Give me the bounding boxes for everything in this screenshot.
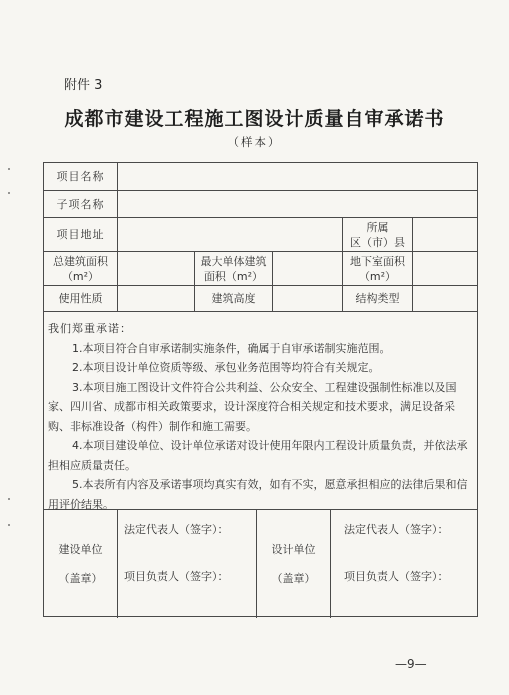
document-title: 成都市建设工程施工图设计质量自审承诺书	[64, 108, 445, 130]
project-address-field[interactable]	[118, 218, 342, 251]
basement-area-field[interactable]	[413, 252, 477, 285]
building-height-label: 建筑高度	[211, 292, 256, 305]
max-single-area-field[interactable]	[273, 252, 342, 285]
basement-area-label-line2: （m²）	[358, 269, 397, 283]
annex-label: 附件 3	[64, 78, 103, 93]
designer-unit-label: 设计单位	[271, 543, 316, 556]
district-label-line2: 区（市）县	[350, 235, 405, 249]
pledge-intro: 我们郑重承诺：	[48, 322, 132, 335]
max-single-area-label-line1: 最大单体建筑	[200, 254, 267, 268]
pledge-item-2: 2.本项目设计单位资质等级、承包业务范围等均符合有关规定。	[72, 361, 380, 374]
document-subtitle: （样本）	[227, 135, 282, 149]
designer-seal-label: （盖章）	[271, 572, 316, 585]
structure-type-field[interactable]	[413, 286, 477, 311]
margin-dot	[8, 524, 10, 526]
project-address-label: 项目地址	[56, 228, 105, 241]
pledge-item-3: 3.本项目施工图设计文件符合公共利益、公众安全、工程建设强制性标准以及国家、四川省、成都市相关政策要求，设计深度符合相关规定和技术要求，满足设备采购、非标准设备（构件）制作和施工需要。	[48, 380, 457, 433]
builder-unit-label: 建设单位	[58, 543, 103, 556]
designer-project-lead-signature[interactable]: 项目负责人（签字）：	[344, 570, 449, 583]
sub-project-name-field[interactable]	[118, 191, 477, 217]
total-area-label-line2: （m²）	[61, 269, 100, 283]
project-name-label: 项目名称	[56, 170, 105, 183]
sub-project-name-label: 子项名称	[56, 197, 105, 211]
pledge-item-1: 1.本项目符合自审承诺制实施条件，确属于自审承诺制实施范围。	[72, 341, 391, 355]
district-label	[343, 218, 412, 251]
row-rule	[44, 311, 477, 312]
basement-area-label-line1: 地下室面积	[350, 254, 405, 268]
max-single-area-label-line2: 面积（m²）	[203, 269, 264, 283]
margin-dot	[8, 168, 10, 170]
total-area-field[interactable]	[118, 252, 194, 285]
commitment-form-table	[43, 162, 478, 617]
pledge-item-5: 5.本表所有内容及承诺事项均真实有效，如有不实，愿意承担相应的法律后果和信用评价结果。	[48, 478, 468, 511]
builder-project-lead-signature[interactable]: 项目负责人（签字）：	[124, 570, 229, 583]
structure-type-label: 结构类型	[355, 292, 400, 305]
designer-unit-cell	[257, 510, 330, 618]
margin-dot	[8, 498, 10, 500]
page-number: —9—	[395, 657, 427, 671]
usage-field[interactable]	[118, 286, 194, 311]
total-area-label-line1: 总建筑面积	[53, 254, 108, 268]
col-rule	[330, 509, 331, 618]
total-area-label	[44, 252, 117, 285]
district-field[interactable]	[413, 218, 477, 251]
project-name-field[interactable]	[118, 163, 477, 190]
designer-legal-rep-signature[interactable]: 法定代表人（签字）：	[344, 523, 449, 536]
usage-label: 使用性质	[58, 292, 103, 305]
pledge-item-4: 4.本项目建设单位、设计单位承诺对设计使用年限内工程设计质量负责，并依法承担相应质量责任。	[48, 439, 468, 472]
district-label-line1: 所属	[366, 220, 389, 234]
max-single-area-label	[195, 252, 272, 285]
builder-unit-cell	[44, 510, 117, 618]
builder-legal-rep-signature[interactable]: 法定代表人（签字）：	[124, 523, 229, 536]
margin-dot	[8, 192, 10, 194]
building-height-field[interactable]	[273, 286, 342, 311]
pledge-section	[48, 319, 474, 514]
basement-area-label	[343, 252, 412, 285]
col-rule	[117, 509, 118, 618]
builder-seal-label: （盖章）	[58, 572, 103, 585]
